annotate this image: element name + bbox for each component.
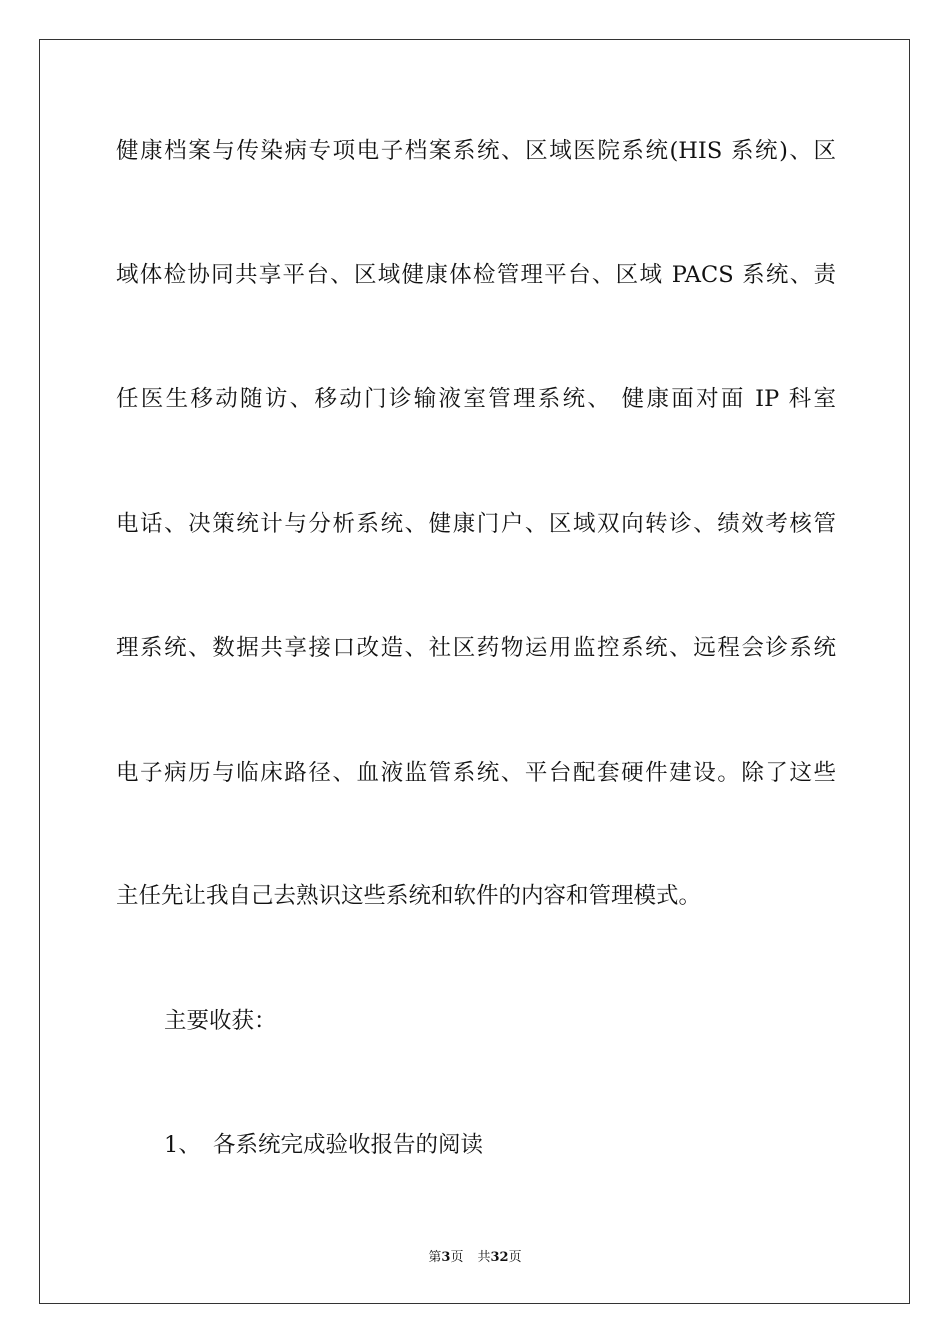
body-line-6: 电子病历与临床路径、血液监管系统、平台配套硬件建设。除了这些	[116, 760, 836, 786]
body-line-2: 域体检协同共享平台、区域健康体检管理平台、区域 PACS 系统、责	[116, 262, 836, 288]
footer-total-prefix: 共	[477, 1250, 491, 1265]
footer-total-suffix: 页	[508, 1250, 522, 1265]
list-item-text: 各系统完成验收报告的阅读	[213, 1132, 484, 1158]
body-line-7: 主任先让我自己去熟识这些系统和软件的内容和管理模式。	[116, 883, 702, 909]
page-border	[39, 39, 910, 1304]
list-item-number: 1、	[164, 1132, 201, 1158]
page-footer	[0, 1246, 950, 1265]
footer-page-prefix: 第	[428, 1250, 442, 1265]
footer-page-number: 3	[441, 1250, 451, 1265]
body-line-1: 健康档案与传染病专项电子档案系统、区域医院系统(HIS 系统)、区	[116, 138, 836, 164]
footer-page-suffix: 页	[450, 1250, 464, 1265]
footer-total-pages: 32	[490, 1250, 509, 1265]
body-line-4: 电话、决策统计与分析系统、健康门户、区域双向转诊、绩效考核管	[116, 511, 836, 537]
body-line-3: 任医生移动随访、移动门诊输液室管理系统、 健康面对面 IP 科室	[116, 386, 836, 412]
body-line-5: 理系统、数据共享接口改造、社区药物运用监控系统、远程会诊系统	[116, 635, 836, 661]
section-heading: 主要收获：	[164, 1008, 277, 1034]
